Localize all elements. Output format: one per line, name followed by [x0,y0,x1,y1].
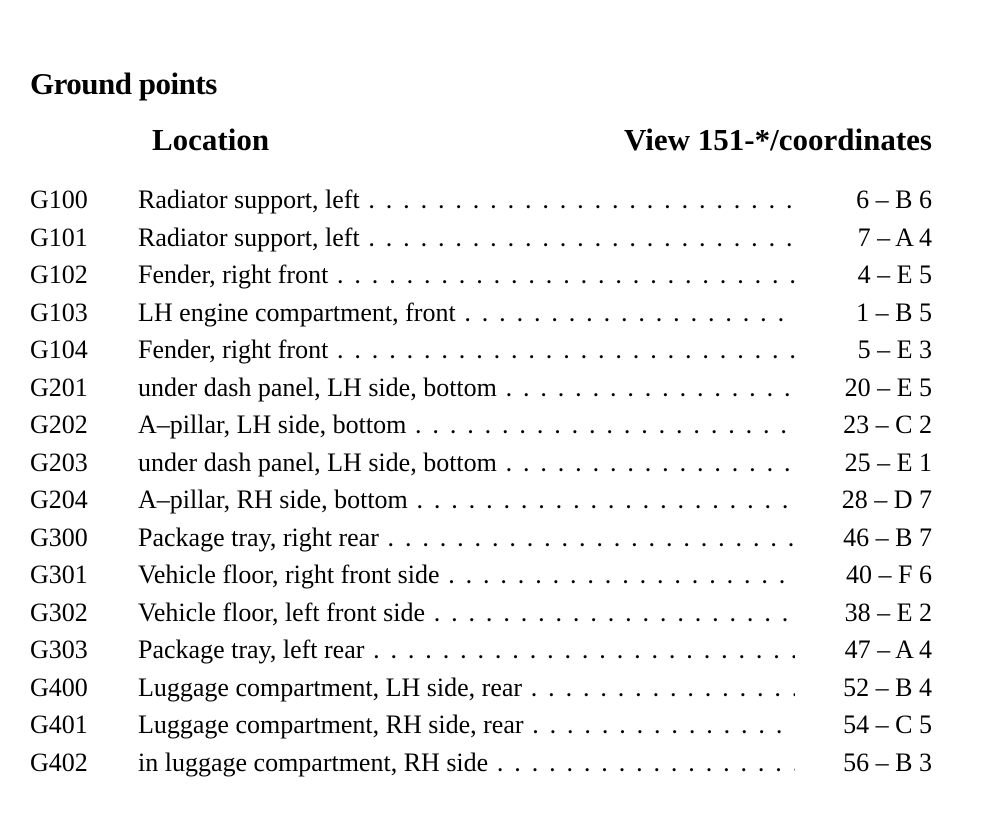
ground-point-coordinates: 38 – E 2 [844,597,932,627]
ground-point-row [30,556,932,594]
ground-point-coordinates: 54 – C 5 [843,710,932,739]
ground-point-code: G300 [30,522,88,552]
ground-point-location: A–pillar, RH side, bottom . . . [138,481,795,519]
ground-point-code: G100 [30,185,88,214]
ground-point-location: under dash panel, LH side, bottom . . . [138,444,795,482]
ground-point-coordinates: 20 – E 5 [844,372,932,402]
view-coordinates-column-header: View 151-*/coordinates [624,122,932,157]
ground-point-coordinates: 6 – B 6 [856,185,932,214]
ground-point-row [30,181,932,219]
ground-point-coordinates: 52 – B 4 [843,672,932,702]
ground-point-row [30,406,932,444]
ground-point-row [30,706,932,744]
ground-point-location: LH engine compartment, front . . . [138,294,795,332]
ground-point-coordinates: 25 – E 1 [844,447,932,477]
ground-point-row [30,669,932,707]
ground-point-code: G302 [30,597,88,627]
ground-point-coordinates: 23 – C 2 [843,410,932,439]
ground-point-row [30,256,932,294]
ground-point-code: G301 [30,560,88,589]
ground-point-row [30,744,932,782]
ground-point-row [30,519,932,557]
ground-point-row [30,219,932,257]
ground-point-coordinates: 5 – E 3 [857,335,932,364]
ground-point-code: G303 [30,635,88,664]
ground-point-row [30,294,932,332]
ground-point-row [30,331,932,369]
ground-point-location: Radiator support, left . . . [138,181,795,219]
ground-point-coordinates: 56 – B 3 [843,747,932,777]
ground-point-code: G204 [30,485,88,514]
ground-point-location: Vehicle floor, right front side . . . [138,556,795,594]
ground-point-row [30,369,932,407]
ground-point-location: Luggage compartment, RH side, rear . . . [138,706,795,744]
ground-point-row [30,631,932,669]
ground-point-row [30,594,932,632]
ground-point-location: Package tray, left rear . . . [138,631,795,669]
ground-point-row [30,481,932,519]
page-title: Ground points [30,66,217,101]
ground-point-code: G201 [30,372,88,402]
ground-point-location: Vehicle floor, left front side . . . [138,594,795,632]
ground-point-coordinates: 28 – D 7 [841,485,932,514]
ground-point-coordinates: 40 – F 6 [846,560,932,589]
ground-point-coordinates: 7 – A 4 [857,222,932,252]
ground-point-code: G400 [30,672,88,702]
ground-point-location: Fender, right front . . . [138,256,795,294]
ground-point-code: G101 [30,222,88,252]
ground-point-code: G202 [30,410,88,439]
ground-point-coordinates: 47 – A 4 [844,635,932,664]
ground-point-location: Package tray, right rear . . . [138,519,795,557]
ground-point-location: in luggage compartment, RH side . . . [138,744,795,782]
ground-point-code: G203 [30,447,88,477]
location-column-header: Location [152,122,270,157]
ground-point-coordinates: 46 – B 7 [843,522,932,552]
ground-point-code: G104 [30,335,88,364]
ground-point-row [30,444,932,482]
ground-point-location: under dash panel, LH side, bottom . . . [138,369,795,407]
ground-point-location: Radiator support, left . . . [138,219,795,257]
ground-points-list [30,181,932,781]
ground-point-location: Fender, right front . . . [138,331,795,369]
ground-point-code: G401 [30,710,88,739]
ground-point-code: G102 [30,260,88,289]
ground-point-coordinates: 1 – B 5 [856,297,932,327]
ground-point-code: G103 [30,297,88,327]
ground-point-location: A–pillar, LH side, bottom . . . [138,406,795,444]
ground-point-location: Luggage compartment, LH side, rear . . . [138,669,795,707]
ground-point-coordinates: 4 – E 5 [857,260,932,289]
ground-point-code: G402 [30,747,88,777]
